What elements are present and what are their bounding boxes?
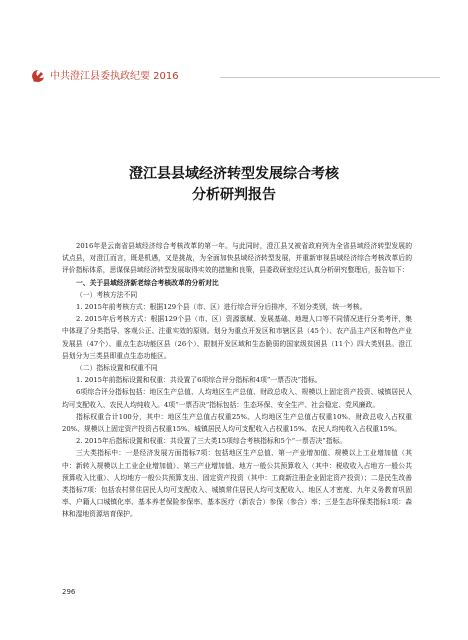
report-title-line2: 分析研判报告 xyxy=(192,187,276,203)
subsection-heading: （一）考核方法不同 xyxy=(76,290,138,299)
party-emblem-icon xyxy=(30,68,46,84)
report-title-line1: 澄江县县域经济转型发展综合考核 xyxy=(129,166,339,182)
paragraph: 指标权重合计100分，其中：地区生产总值占权重25%、人均地区生产总值占权重10%、财政总收入占权重20%、规模以上固定资产投资占权重15%、城镇居民人均可支配收入占权重15%、农民人均纯收入占权重15%。 xyxy=(62,412,412,434)
page-number: 296 xyxy=(62,588,76,596)
running-header xyxy=(30,70,440,84)
paragraph: 2016年是云南省县域经济综合考核改革的第一年。与此同时，澄江县又被省政府列为全省县域经济转型发展的试点县，对澄江而言，既是机遇，又是挑战，为全面加快县域经济转型发展，并重新审视县域经济综合考核改革后的评价指标体系，思谋保县域经济转型发展取得实效的措施和良策，县委政研室经过认真分析研究整理后，报告如下： xyxy=(62,242,412,275)
paragraph: 6项综合评分指标包括：地区生产总值、人均地区生产总值、财政总收入、规模以上固定资产投资、城镇居民人均可支配收入、农民人均纯收入。4项“一票否决”指标包括：生态环保、安全生产、社会稳定、党风廉政。 xyxy=(62,388,412,409)
paragraph: 三大类指标中：一是经济发展方面指标7项：包括地区生产总值、第一产业增加值、规模以上工业增加值（其中：新转入规模以上工业企业增加值）、第三产业增加值、地方一般公共预算收入（其中：税收收入占地方一般公共预算收入比重）、人均地方一般公共预算支出、固定资产投资（其中：工商新注册企业固定资产投资）；二是民生改善类指标7项：包括农村常住居民人均可支配收入、城镇常住居民人均可支配收入、地区人才密度、九年义务教育巩固率、户籍人口城镇化率、基本养老保险参保率、基本医疗（新农合）参保（参合）率；三是生态环保类指标1项：森林和湿地资源培育保护。 xyxy=(62,449,412,519)
subsection-heading: （二）指标设置和权重不同 xyxy=(76,364,158,373)
paragraph: 2. 2015年后考核方式：根据129个县（市、区）资源禀赋、发展基础、地理人口等不同情况进行分类考评，集中体现了分类指导、客观公正、注重实效的原则。划分为重点开发区和市辖区县（45个）、农产品主产区和特色产业发展县（47个）、重点生态功能区县（26个）、限制开发区域和生态脆弱的国家级贫困县（11个）四大类别县。澄江县划分为三类县即重点生态功能区。 xyxy=(62,315,412,360)
paragraph: 2. 2015年后指标设置和权重：共设置了三大类15项综合考核指标和5个“一票否决”指标。 xyxy=(76,437,347,446)
header-title: 中共澄江县委执政纪要 2016 xyxy=(50,71,179,82)
paragraph: 1. 2015年前指标设置和权重：共设置了6项综合评分指标和4项“一票否决”指标。 xyxy=(76,376,322,385)
header-rule xyxy=(220,77,440,78)
section-heading: 一、关于县域经济新老综合考核改革的分析对比 xyxy=(76,278,219,287)
body-text xyxy=(62,240,412,521)
paragraph: 1. 2015年前考核方式：根据129个县（市、区）进行综合评分后排序，不划分类别，统一考核。 xyxy=(76,303,367,312)
